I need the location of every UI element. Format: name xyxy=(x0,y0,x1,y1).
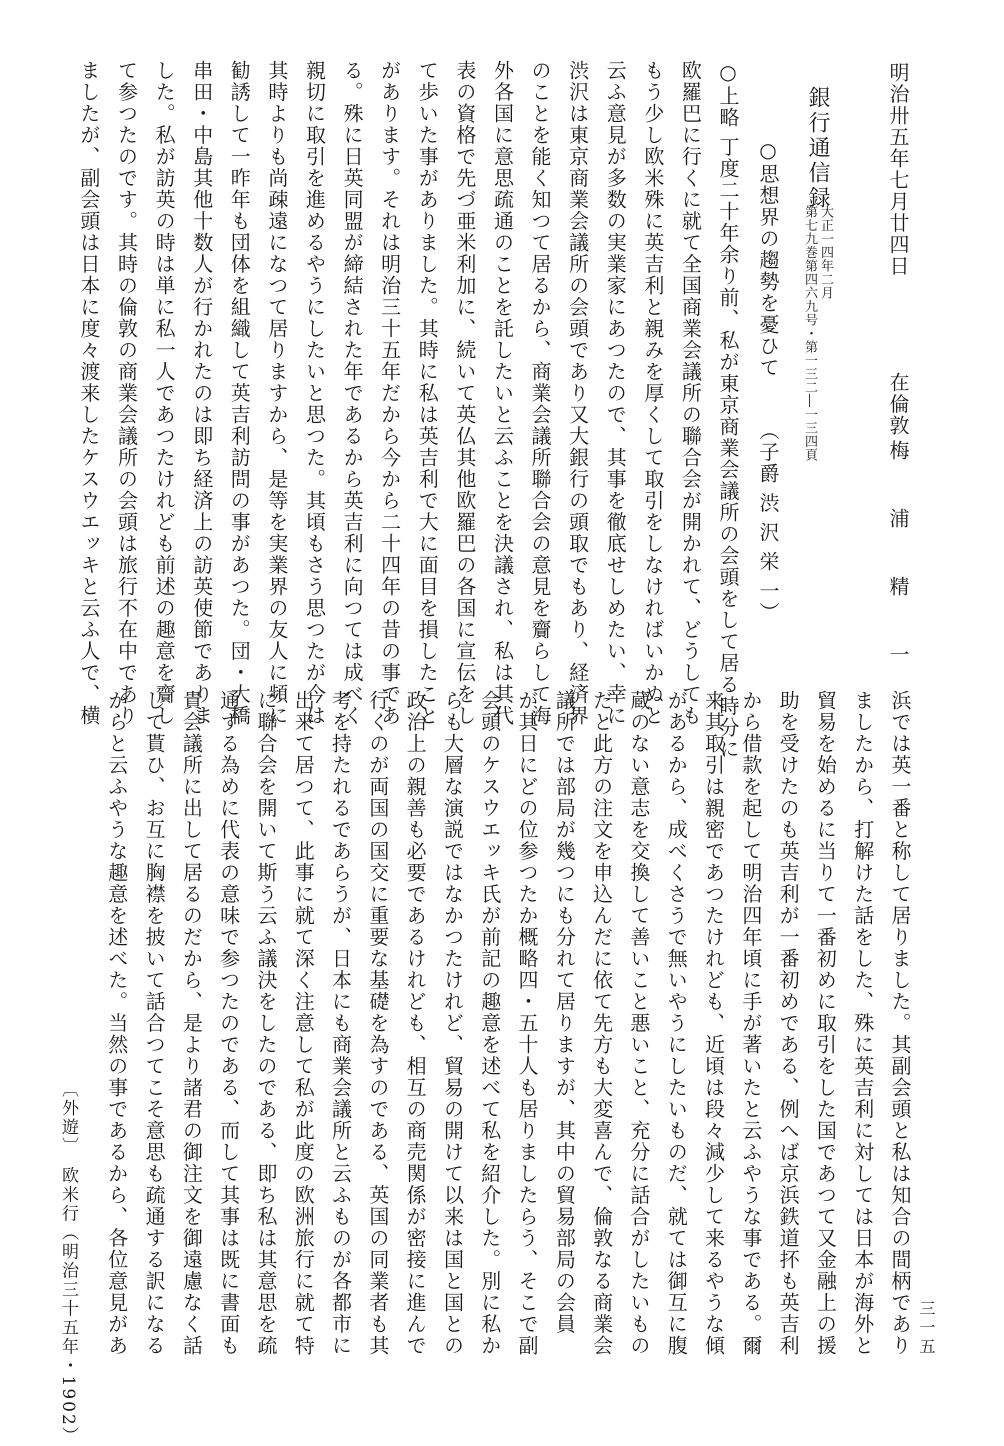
text-column: 其時よりも尚疎遠になつて居りますから、是等を実業界の友人に頻に xyxy=(264,60,289,727)
text-column: から借款を起して明治四年頃に手が著いたと云ふやうな事である。爾 xyxy=(738,690,763,1357)
body-text-lower xyxy=(104,690,912,1357)
article-speaker: （子爵 渋 沢 栄 一） xyxy=(756,420,780,624)
text-column: 云ふ意見が多数の実業家にあつたので、其事を徹底せしめたい、幸に xyxy=(603,60,628,727)
text-column: があります。それは明治三十五年だから今から二十四年の昔の事であ xyxy=(377,60,402,727)
source-citation: 第七九巻第四六九号・第一三二―一三四頁 xyxy=(802,205,817,462)
source-date: 大正一四年二月 xyxy=(818,205,833,300)
text-column: 浜では英一番と称して居りました。其副会頭と私は知合の間柄であり xyxy=(888,690,912,1357)
text-column: らも大層な演説ではなかつたけれど、貿易の開けて以来は国と国との xyxy=(440,690,465,1357)
text-column: 外各国に意思疏通のことを託したいと云ふことを決議され、私は其代 xyxy=(490,60,515,727)
text-column: て歩いた事がありました。其時に私は英吉利で大に面目を損したこと xyxy=(415,60,440,727)
text-column: 政治上の親善も必要であるけれども、相互の商売関係が密接に進んで xyxy=(403,690,428,1357)
text-column: 親切に取引を進めるやうにしたいと思つた。其頃もさう思つたが今は xyxy=(302,60,327,727)
text-column: 議所では部局が幾つにも分れて居りますが、其中の貿易部局の会員 xyxy=(552,690,577,1335)
text-column: 貴会議所に出して居るのだから、是より諸君の御注文を御遠慮なく話 xyxy=(179,690,204,1357)
section-label: 〔外遊〕 欧米行（明治三十五年・1902） xyxy=(58,1080,78,1446)
text-column: のことを能く知つて居るから、商業会議所聯合会の意見を齎らして海 xyxy=(528,60,553,727)
text-column: 出来て居つて、此事に就て深く注意して私が此度の欧洲旅行に就て特 xyxy=(291,690,316,1357)
body-text-upper xyxy=(58,60,740,760)
text-column: 貿易を始めるに当りて一番初めに取引をした国であつて又金融上の援 xyxy=(813,690,838,1357)
letter-location: 在倫敦 xyxy=(886,372,910,437)
text-column: もう少し欧米殊に英吉利と親みを厚くして取引をしなければいかぬと xyxy=(640,60,665,727)
letter-author: 梅 浦 精 一 xyxy=(886,440,910,678)
text-column: ましたが、副会頭は日本に度々渡来したケスウエッキと云ふ人で、横 xyxy=(76,60,101,727)
text-column: て参つたのです。其時の倫敦の商業会議所の会頭は旅行不在中であり xyxy=(114,60,139,727)
text-column: 来其取引は親密であつたけれども、近頃は段々減少して来るやうな傾 xyxy=(701,690,726,1357)
text-column: 表の資格で先づ亜米利加に、続いて英仏其他欧羅巴の各国に宣伝をし xyxy=(452,60,477,727)
source-title: 銀行通信録 xyxy=(805,86,830,211)
text-column: 欧羅巴に行くに就て全国商業会議所の聯合会が開かれて、どうしても xyxy=(678,60,703,727)
text-column: る。殊に日英同盟が締結された年であるから英吉利に向つては成べく xyxy=(340,60,365,727)
text-column: だと此方の注文を申込んだに依て先方も大変喜んで、倫敦なる商業会 xyxy=(589,690,614,1357)
text-column: 蔵のない意志を交換して善いこと悪いこと、充分に話合がしたいもの xyxy=(626,690,651,1357)
text-column: 会頭のケスウエッキ氏が前記の趣意を述べて私を紹介した。別に私か xyxy=(477,690,502,1357)
text-column: ○上略 丁度二十年余り前、私が東京商業会議所の会頭をして居る時分に xyxy=(716,60,740,760)
text-column: があるから、成べくさうで無いやうにしたいものだ、就ては御互に腹 xyxy=(664,690,689,1357)
text-column: に聯合会を開いて斯う云ふ議決をしたのである、即ち私は其意思を疏 xyxy=(253,690,278,1357)
text-column: 串田・中島其他十数人が行かれたのは即ち経済上の訪英使節でありま xyxy=(189,60,214,727)
letter-date: 明治卅五年七月廿四日 xyxy=(886,62,910,277)
text-column: ましたから、打解けた話をした、殊に英吉利に対しては日本が海外と xyxy=(850,690,875,1357)
text-column: からと云ふやうな趣意を述べた。当然の事であるから、各位意見があ xyxy=(104,690,129,1357)
text-column: 行くのが両国の国交に重要な基礎を為すのである、英国の同業者も其 xyxy=(365,690,390,1357)
text-column: 勧誘して一昨年も団体を組織して英吉利訪問の事があつた。団・大橋 xyxy=(227,60,252,727)
text-column: が其日にどの位参つたか概略四・五十人も居りましたらう、そこで副 xyxy=(515,690,540,1357)
article-title: ○思想界の趨勢を憂ひて xyxy=(756,138,780,379)
text-column: 通する為めに代表の意味で参つたのである、而して其事は既に書面も xyxy=(216,690,241,1357)
page-number: 三一五 xyxy=(917,1300,936,1357)
text-column: 考を持たれるであらうが、日本にも商業会議所と云ふものが各都市に xyxy=(328,690,353,1357)
text-column: した。私が訪英の時は単に私一人であつたけれども前述の趣意を齎し xyxy=(152,60,177,727)
text-column: して貰ひ、お互に胸襟を披いて話合つてこそ意思も疏通する訳になる xyxy=(142,690,167,1357)
text-column: 助を受けたのも英吉利が一番初めである、例へば京浜鉄道抔も英吉利 xyxy=(776,690,801,1357)
text-column: 渋沢は東京商業会議所の会頭であり又大銀行の頭取でもあり、経済界 xyxy=(565,60,590,727)
